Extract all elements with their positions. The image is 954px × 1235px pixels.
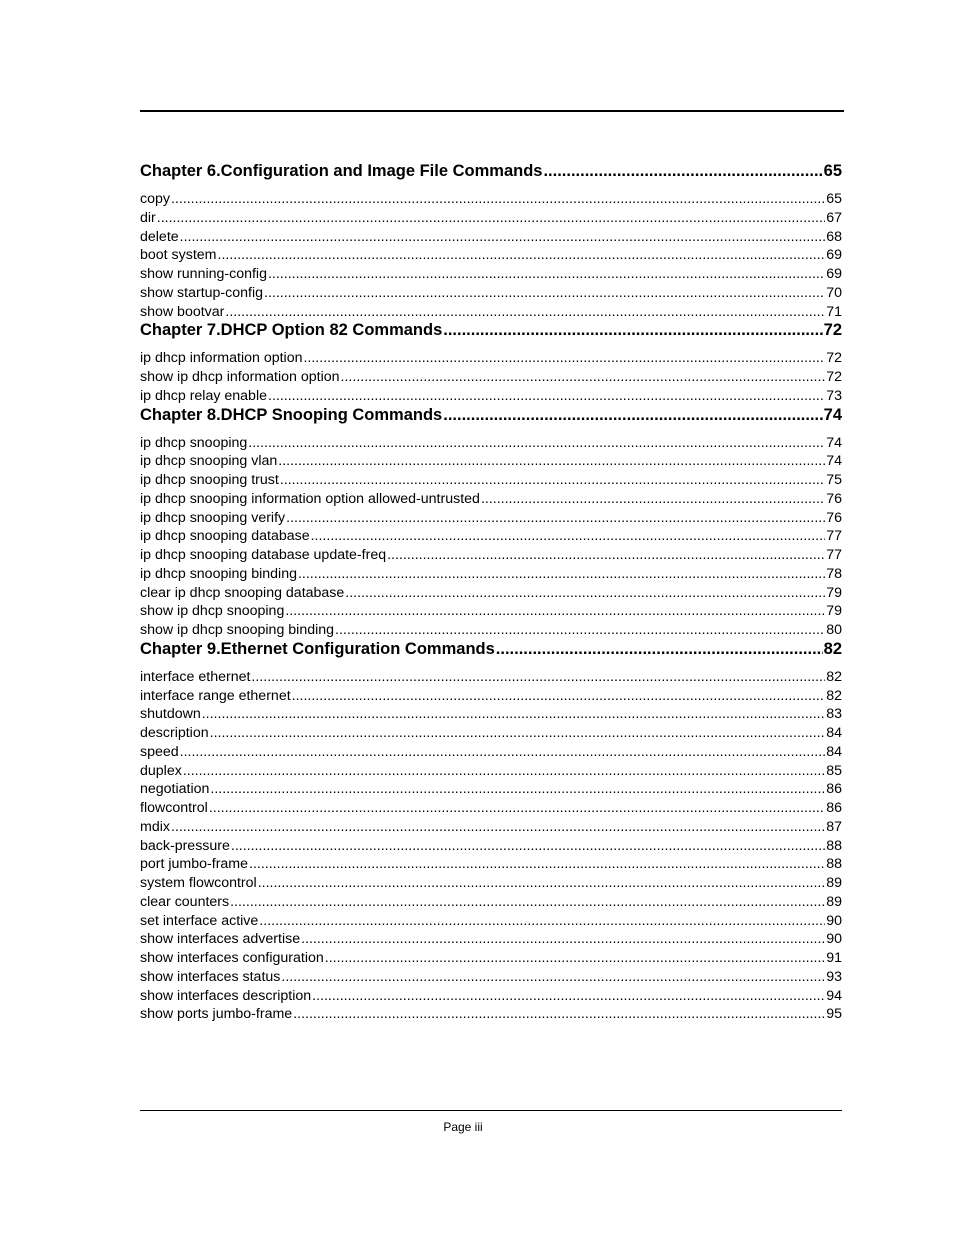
entry-page-number: 93 <box>826 968 842 985</box>
toc-entry[interactable] <box>140 368 842 387</box>
toc-entry[interactable] <box>140 874 842 893</box>
dot-leader <box>325 949 825 968</box>
entry-page-number: 86 <box>826 800 842 816</box>
entry-page-number: 88 <box>826 856 842 873</box>
entry-label: mdix <box>140 818 170 835</box>
toc-entry[interactable] <box>140 265 842 284</box>
entry-page-number: 86 <box>826 781 842 798</box>
entry-page-number: 84 <box>826 743 842 760</box>
entry-page-number: 71 <box>826 303 842 320</box>
toc-entry[interactable] <box>140 799 842 818</box>
toc-chapter-heading[interactable] <box>140 640 842 666</box>
entry-page-number: 70 <box>826 284 842 301</box>
entry-label: system flowcontrol <box>140 875 257 891</box>
toc-entry[interactable] <box>140 452 842 471</box>
entry-label: copy <box>140 191 170 207</box>
entry-page-number: 83 <box>826 706 842 723</box>
entry-label: ip dhcp snooping vlan <box>140 453 278 470</box>
dot-leader <box>202 705 825 724</box>
dot-leader <box>258 874 826 893</box>
entry-page-number: 73 <box>826 387 842 404</box>
toc-entry[interactable] <box>140 912 842 931</box>
dot-leader <box>278 452 825 471</box>
dot-leader <box>303 349 825 368</box>
entry-page-number: 88 <box>826 837 842 854</box>
header-rule <box>140 110 844 112</box>
chapter-title: Chapter 8.DHCP Snooping Commands <box>140 405 443 424</box>
entry-page-number: 82 <box>826 687 842 704</box>
chapter-page-number: 65 <box>823 162 842 180</box>
dot-leader <box>264 284 825 303</box>
entry-page-number: 90 <box>826 931 842 948</box>
dot-leader <box>210 780 825 799</box>
dot-leader <box>387 546 825 565</box>
entry-page-number: 95 <box>826 1006 842 1023</box>
toc-entry-list <box>140 434 842 640</box>
dot-leader <box>281 968 825 987</box>
entry-page-number: 76 <box>826 509 842 526</box>
entry-label: ip dhcp information option <box>140 350 303 367</box>
entry-label: show interfaces configuration <box>140 950 324 966</box>
dot-leader <box>218 246 826 265</box>
toc-entry[interactable] <box>140 527 842 546</box>
toc-entry[interactable] <box>140 434 842 453</box>
dot-leader <box>230 893 825 912</box>
entry-page-number: 82 <box>826 668 842 685</box>
toc-entry[interactable] <box>140 949 842 968</box>
entry-page-number: 74 <box>826 434 842 451</box>
dot-leader <box>210 724 826 743</box>
toc-entry[interactable] <box>140 565 842 584</box>
dot-leader <box>171 818 825 837</box>
dot-leader <box>259 912 825 931</box>
entry-page-number: 79 <box>826 603 842 620</box>
dot-leader <box>443 321 822 340</box>
dot-leader <box>268 265 825 284</box>
toc-entry-list <box>140 668 842 1024</box>
chapter-page-number: 82 <box>823 639 842 658</box>
toc-entry[interactable] <box>140 602 842 621</box>
toc-chapter-section <box>140 640 842 1024</box>
toc-entry[interactable] <box>140 471 842 490</box>
entry-page-number: 91 <box>826 950 842 966</box>
dot-leader <box>481 490 825 509</box>
toc-entry[interactable] <box>140 668 842 687</box>
dot-leader <box>312 987 825 1006</box>
toc-entry-list <box>140 349 842 405</box>
toc-entry[interactable] <box>140 893 842 912</box>
entry-page-number: 68 <box>826 228 842 245</box>
toc-entry[interactable] <box>140 837 842 856</box>
dot-leader <box>268 387 825 406</box>
entry-label: show ip dhcp information option <box>140 369 340 385</box>
toc-entry[interactable] <box>140 987 842 1006</box>
dot-leader <box>171 190 825 209</box>
toc-entry[interactable] <box>140 780 842 799</box>
toc-entry[interactable] <box>140 743 842 762</box>
toc-entry[interactable] <box>140 228 842 247</box>
dot-leader <box>298 565 825 584</box>
entry-label: ip dhcp relay enable <box>140 387 267 404</box>
entry-label: delete <box>140 228 179 245</box>
dot-leader <box>183 762 825 781</box>
entry-page-number: 65 <box>826 191 842 207</box>
entry-label: ip dhcp snooping database update-freq <box>140 547 387 563</box>
toc-entry[interactable] <box>140 724 842 743</box>
entry-label: show startup-config <box>140 284 264 301</box>
table-of-contents <box>140 162 842 1024</box>
page-number: Page iii <box>443 1120 483 1134</box>
toc-entry[interactable] <box>140 509 842 528</box>
entry-page-number: 69 <box>826 247 842 264</box>
entry-page-number: 94 <box>826 987 842 1004</box>
dot-leader <box>443 406 822 425</box>
entry-label: interface range ethernet <box>140 687 291 704</box>
entry-label: negotiation <box>140 781 210 798</box>
entry-page-number: 75 <box>826 472 842 488</box>
entry-page-number: 84 <box>826 725 842 741</box>
toc-entry[interactable] <box>140 387 842 406</box>
entry-label: flowcontrol <box>140 800 208 816</box>
toc-entry[interactable] <box>140 687 842 706</box>
entry-page-number: 67 <box>826 209 842 226</box>
entry-page-number: 79 <box>826 584 842 601</box>
toc-entry[interactable] <box>140 930 842 949</box>
dot-leader <box>249 855 825 874</box>
toc-chapter-section <box>140 321 842 405</box>
toc-entry[interactable] <box>140 818 842 837</box>
dot-leader <box>292 687 826 706</box>
entry-label: speed <box>140 743 179 760</box>
toc-entry[interactable] <box>140 303 842 322</box>
dot-leader <box>209 799 825 818</box>
toc-entry[interactable] <box>140 855 842 874</box>
dot-leader <box>285 602 825 621</box>
toc-entry[interactable] <box>140 490 842 509</box>
entry-page-number: 74 <box>826 453 842 470</box>
toc-entry[interactable] <box>140 190 842 209</box>
entry-page-number: 78 <box>826 565 842 582</box>
entry-label: ip dhcp snooping binding <box>140 565 297 582</box>
toc-chapter-heading[interactable] <box>140 321 842 347</box>
entry-label: clear ip dhcp snooping database <box>140 584 345 601</box>
chapter-title: Chapter 6.Configuration and Image File Commands <box>140 162 543 180</box>
entry-label: show interfaces status <box>140 968 281 985</box>
entry-label: ip dhcp snooping verify <box>140 509 286 526</box>
entry-label: description <box>140 725 209 741</box>
toc-chapter-heading[interactable] <box>140 406 842 432</box>
toc-entry[interactable] <box>140 1005 842 1024</box>
dot-leader <box>225 303 825 322</box>
toc-entry[interactable] <box>140 621 842 640</box>
dot-leader <box>341 368 826 387</box>
dot-leader <box>251 668 825 687</box>
entry-page-number: 69 <box>826 266 842 282</box>
dot-leader <box>301 930 825 949</box>
entry-page-number: 85 <box>826 762 842 779</box>
entry-page-number: 76 <box>826 490 842 507</box>
entry-label: port jumbo-frame <box>140 856 249 873</box>
entry-page-number: 77 <box>826 547 842 563</box>
toc-entry-list <box>140 190 842 321</box>
entry-label: clear counters <box>140 893 230 910</box>
entry-label: ip dhcp snooping information option allowed-untrusted <box>140 490 480 507</box>
chapter-title: Chapter 7.DHCP Option 82 Commands <box>140 321 443 340</box>
toc-chapter-section <box>140 406 842 640</box>
dot-leader <box>157 209 825 228</box>
toc-entry[interactable] <box>140 546 842 565</box>
chapter-page-number: 74 <box>823 405 842 424</box>
dot-leader <box>180 743 826 762</box>
entry-page-number: 72 <box>826 369 842 385</box>
entry-page-number: 77 <box>826 528 842 545</box>
footer-rule <box>140 1110 842 1111</box>
toc-entry[interactable] <box>140 349 842 368</box>
dot-leader <box>293 1005 825 1024</box>
dot-leader <box>280 471 825 490</box>
entry-label: show interfaces advertise <box>140 931 301 948</box>
dot-leader <box>180 228 826 247</box>
entry-label: boot system <box>140 247 217 264</box>
toc-entry[interactable] <box>140 584 842 603</box>
entry-label: interface ethernet <box>140 668 251 685</box>
dot-leader <box>286 509 825 528</box>
dot-leader <box>345 584 825 603</box>
entry-label: shutdown <box>140 706 201 723</box>
toc-entry[interactable] <box>140 968 842 987</box>
toc-chapter-heading[interactable] <box>140 162 842 188</box>
entry-label: show running-config <box>140 266 267 282</box>
entry-label: ip dhcp snooping trust <box>140 472 279 488</box>
entry-page-number: 89 <box>826 875 842 891</box>
toc-entry[interactable] <box>140 705 842 724</box>
entry-page-number: 89 <box>826 893 842 910</box>
toc-entry[interactable] <box>140 246 842 265</box>
entry-label: dir <box>140 209 156 226</box>
entry-page-number: 72 <box>826 350 842 367</box>
entry-label: ip dhcp snooping <box>140 434 248 451</box>
chapter-title: Chapter 9.Ethernet Configuration Commands <box>140 639 495 658</box>
entry-label: back-pressure <box>140 837 230 854</box>
entry-label: ip dhcp snooping database <box>140 528 310 545</box>
entry-label: show ip dhcp snooping <box>140 603 285 620</box>
dot-leader <box>543 162 822 181</box>
entry-label: show ip dhcp snooping binding <box>140 622 335 638</box>
entry-page-number: 90 <box>826 912 842 929</box>
entry-label: duplex <box>140 762 182 779</box>
chapter-page-number: 72 <box>823 321 842 340</box>
toc-entry[interactable] <box>140 762 842 781</box>
dot-leader <box>496 640 823 659</box>
entry-page-number: 87 <box>826 818 842 835</box>
toc-chapter-section <box>140 162 842 321</box>
entry-label: show bootvar <box>140 303 225 320</box>
dot-leader <box>335 621 825 640</box>
dot-leader <box>248 434 825 453</box>
entry-label: show interfaces description <box>140 987 312 1004</box>
toc-entry[interactable] <box>140 284 842 303</box>
entry-page-number: 80 <box>826 622 842 638</box>
entry-label: show ports jumbo-frame <box>140 1006 293 1023</box>
entry-label: set interface active <box>140 912 259 929</box>
toc-entry[interactable] <box>140 209 842 228</box>
dot-leader <box>311 527 826 546</box>
dot-leader <box>231 837 825 856</box>
